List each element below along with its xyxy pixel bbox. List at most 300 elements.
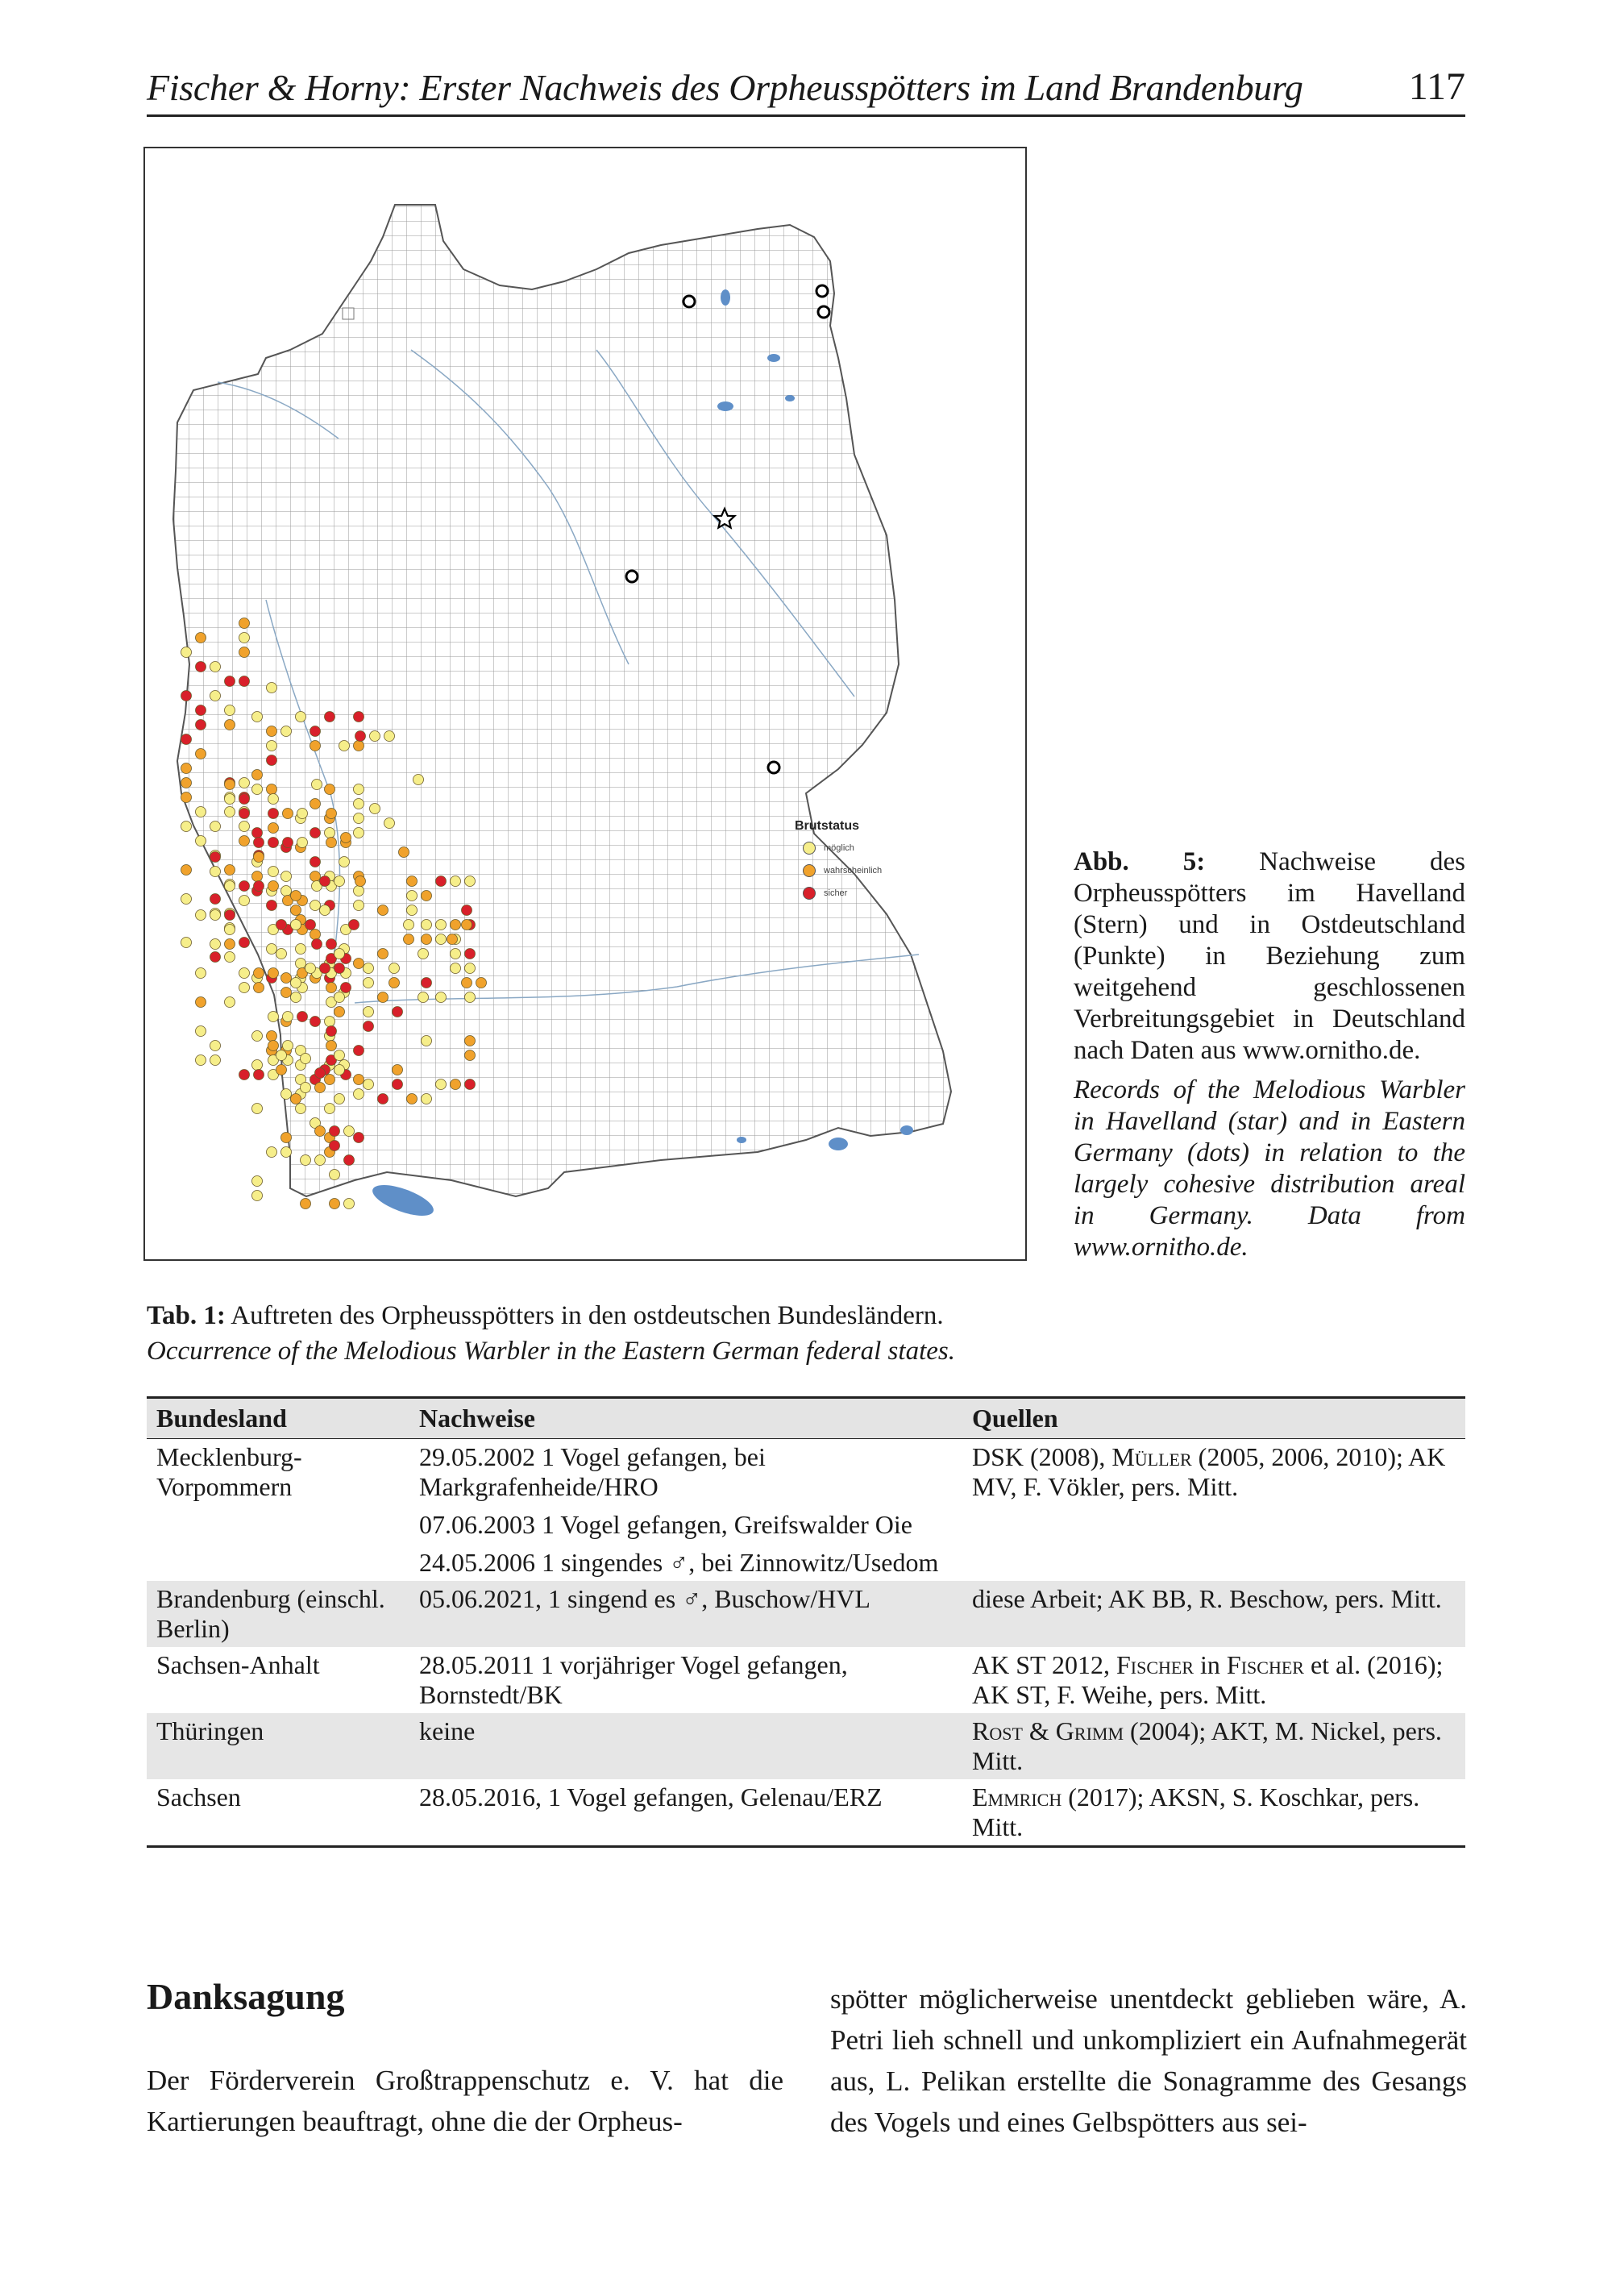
breeding-record-dot: [252, 1176, 263, 1187]
record-entry: 28.05.2016, 1 Vogel gefangen, Gelenau/ERZ: [419, 1782, 883, 1811]
breeding-record-dot: [268, 1012, 279, 1022]
running-title: Fischer & Horny: Erster Nachweis des Orpheusspötters im Land Brandenburg: [147, 67, 1303, 108]
east-record-dot: [768, 762, 779, 773]
breeding-record-dot: [252, 828, 263, 838]
breeding-record-dot: [252, 770, 263, 780]
breeding-record-dot: [210, 910, 221, 921]
breeding-record-dot: [239, 778, 250, 788]
breeding-record-dot: [181, 894, 192, 905]
breeding-record-dot: [393, 1065, 403, 1075]
breeding-record-dot: [462, 978, 472, 988]
breeding-record-dot: [239, 821, 250, 832]
breeding-record-dot: [354, 886, 364, 896]
breeding-record-dot: [393, 1007, 403, 1017]
breeding-record-dot: [225, 997, 235, 1008]
breeding-record-dot: [404, 920, 414, 930]
breeding-record-dot: [210, 952, 221, 963]
breeding-record-dot: [378, 905, 388, 916]
breeding-record-dot: [354, 799, 364, 809]
breeding-record-dot: [254, 968, 264, 979]
breeding-record-dot: [283, 1041, 293, 1051]
breeding-record-dot: [239, 618, 250, 629]
breeding-record-dot: [462, 920, 472, 930]
breeding-record-dot: [239, 968, 250, 979]
breeding-record-dot: [451, 1079, 461, 1090]
breeding-record-dot: [225, 676, 235, 687]
breeding-record-dot: [225, 705, 235, 716]
table-caption-english: Occurrence of the Melodious Warbler in the Eastern German federal states.: [147, 1337, 955, 1366]
source-text: in: [1194, 1650, 1227, 1679]
east-record-dot: [816, 285, 828, 297]
breeding-record-dot: [354, 959, 364, 969]
breeding-record-dot: [378, 992, 388, 1003]
breeding-record-dot: [325, 784, 335, 795]
breeding-record-dot: [210, 691, 221, 701]
breeding-record-dot: [451, 920, 461, 930]
column-header-quellen: Quellen: [962, 1398, 1465, 1439]
breeding-record-dot: [344, 1126, 355, 1137]
breeding-record-dot: [283, 838, 293, 848]
record-entry: 07.06.2003 1 Vogel gefangen, Greifswalder Oie: [419, 1510, 912, 1539]
breeding-record-dot: [407, 876, 418, 887]
breeding-record-dot: [334, 963, 345, 974]
breeding-record-dot: [393, 1079, 403, 1090]
breeding-record-dot: [283, 1012, 293, 1022]
cell-state: Sachsen-Anhalt: [156, 1650, 320, 1679]
breeding-record-dot: [291, 891, 301, 901]
breeding-record-dot: [465, 876, 476, 887]
breeding-record-dot: [210, 1041, 221, 1051]
legend-title: Brutstatus: [795, 819, 860, 833]
breeding-record-dot: [465, 1050, 476, 1061]
breeding-record-dot: [281, 871, 292, 882]
breeding-record-dot: [276, 1050, 287, 1061]
breeding-record-dot: [267, 944, 277, 955]
germany-grid-map: [145, 148, 1025, 1259]
breeding-record-dot: [418, 949, 429, 959]
figure-label: Abb. 5:: [1074, 847, 1206, 876]
breeding-record-dot: [281, 1133, 292, 1143]
breeding-record-dot: [436, 1079, 447, 1090]
breeding-record-dot: [436, 934, 447, 945]
table-row: [147, 1647, 1465, 1713]
breeding-record-dot: [355, 876, 366, 887]
breeding-record-dot: [281, 1089, 292, 1100]
east-record-dot: [626, 571, 638, 582]
breeding-record-dot: [252, 1191, 263, 1201]
breeding-record-dot: [310, 1017, 321, 1027]
breeding-record-dot: [268, 794, 279, 805]
breeding-record-dot: [370, 804, 380, 814]
cell-state: Brandenburg (einschl. Berlin): [147, 1581, 409, 1647]
breeding-record-dot: [301, 1155, 311, 1166]
table-caption-text-de: Auftreten des Orpheusspötters in den ostdeutschen Bundesländern.: [231, 1301, 944, 1330]
breeding-record-dot: [310, 799, 321, 809]
source-author: Rost & Grimm: [972, 1716, 1124, 1745]
breeding-record-dot: [451, 949, 461, 959]
breeding-record-dot: [422, 934, 432, 945]
breeding-record-dot: [267, 726, 277, 737]
breeding-record-dot: [422, 1036, 432, 1046]
breeding-record-dot: [239, 938, 250, 948]
breeding-record-dot: [254, 852, 264, 863]
breeding-record-dot: [334, 1050, 345, 1061]
breeding-record-dot: [447, 934, 458, 945]
legend-swatch-yellow: [803, 842, 816, 855]
breeding-record-dot: [181, 821, 192, 832]
breeding-record-dot: [436, 992, 447, 1003]
breeding-record-dot: [254, 838, 264, 848]
breeding-record-dot: [267, 1031, 277, 1042]
breeding-record-dot: [268, 838, 279, 848]
cell-records: [409, 1713, 962, 1779]
breeding-record-dot: [354, 828, 364, 838]
breeding-record-dot: [297, 1012, 308, 1022]
breeding-record-dot: [320, 905, 330, 916]
breeding-record-dot: [239, 633, 250, 643]
breeding-record-dot: [330, 1170, 340, 1180]
breeding-record-dot: [210, 1055, 221, 1066]
source-text: AK ST 2012,: [972, 1650, 1116, 1679]
breeding-record-dot: [301, 1083, 311, 1093]
breeding-record-dot: [281, 726, 292, 737]
breeding-record-dot: [354, 901, 364, 911]
figure-caption-english: Records of the Melodious Warbler in Havelland (star) and in Eastern Germany (dots) in relation to the largely cohesive distribution areal in Germany. Data from www.ornitho.de.: [1074, 1075, 1465, 1262]
breeding-record-dot: [181, 865, 192, 876]
breeding-record-dot: [330, 1141, 340, 1151]
page-number: 117: [1408, 65, 1465, 108]
breeding-record-dot: [268, 881, 279, 892]
record-entry: keine: [419, 1716, 476, 1745]
breeding-record-dot: [276, 1065, 287, 1075]
cell-state: Thüringen: [147, 1713, 409, 1779]
table-row: [147, 1439, 1465, 1582]
breeding-record-dot: [334, 1007, 345, 1017]
breeding-record-dot: [181, 763, 192, 774]
breeding-record-dot: [196, 662, 206, 672]
breeding-record-dot: [462, 905, 472, 916]
record-entry: 29.05.2002 1 Vogel gefangen, bei Markgrafenheide/HRO: [419, 1442, 766, 1501]
breeding-record-dot: [225, 720, 235, 730]
breeding-record-dot: [196, 997, 206, 1008]
breeding-record-dot: [254, 881, 264, 892]
breeding-record-dot: [281, 1147, 292, 1158]
body-text-right-column: spötter möglicherweise unentdeckt geblieben wäre, A. Petri lieh schnell und unkompliziert ein Aufnahmegerät aus, L. Pelikan erstellte die Sonagramme des Gesangs des Vogels und eines Gelbspötters aus sei-: [830, 1983, 1467, 2138]
breeding-record-dot: [181, 734, 192, 745]
occurrence-table: [147, 1396, 1465, 1848]
breeding-record-dot: [196, 705, 206, 716]
breeding-record-dot: [312, 780, 322, 790]
breeding-record-dot: [334, 1065, 345, 1075]
breeding-record-dot: [225, 952, 235, 963]
breeding-record-dot: [341, 983, 351, 993]
record-entry: 05.06.2021, 1 singend es ♂, Buschow/HVL: [419, 1584, 870, 1613]
distribution-map-figure: [143, 147, 1027, 1261]
breeding-record-dot: [320, 876, 330, 887]
breeding-record-dot: [364, 978, 374, 988]
breeding-record-dot: [225, 939, 235, 950]
breeding-record-dot: [210, 939, 221, 950]
breeding-record-dot: [276, 949, 287, 959]
breeding-record-dot: [310, 871, 321, 882]
legend-swatch-red: [803, 887, 816, 900]
breeding-record-dot: [465, 949, 476, 959]
breeding-record-dot: [252, 784, 263, 795]
breeding-record-dot: [210, 662, 221, 672]
breeding-record-dot: [334, 992, 345, 1003]
breeding-record-dot: [239, 881, 250, 892]
source-author: Müller: [1111, 1442, 1192, 1471]
breeding-record-dot: [355, 731, 366, 742]
breeding-record-dot: [301, 1199, 311, 1209]
breeding-record-dot: [465, 963, 476, 974]
table-caption-german: [147, 1298, 1275, 1333]
breeding-record-dot: [210, 821, 221, 832]
breeding-record-dot: [364, 1007, 374, 1017]
breeding-record-dot: [451, 876, 461, 887]
cell-records: [409, 1439, 962, 1582]
breeding-record-dot: [196, 720, 206, 730]
breeding-record-dot: [320, 963, 330, 974]
breeding-record-dot: [252, 871, 263, 882]
source-text: diese Arbeit; AK BB, R. Beschow, pers. Mitt.: [972, 1584, 1442, 1613]
breeding-record-dot: [252, 1104, 263, 1114]
breeding-record-dot: [364, 1021, 374, 1032]
breeding-record-dot: [301, 1054, 311, 1064]
breeding-record-dot: [407, 905, 418, 916]
breeding-record-dot: [268, 809, 279, 819]
breeding-record-dot: [334, 1094, 345, 1104]
breeding-record-dot: [389, 978, 400, 988]
breeding-record-dot: [291, 1094, 301, 1104]
breeding-record-dot: [315, 1126, 326, 1137]
legend-label: möglich: [824, 843, 854, 853]
breeding-record-dot: [267, 755, 277, 766]
breeding-record-dot: [310, 726, 321, 737]
breeding-record-dot: [310, 857, 321, 867]
breeding-record-dot: [354, 784, 364, 795]
breeding-record-dot: [344, 1155, 355, 1166]
breeding-record-dot: [422, 920, 432, 930]
breeding-record-dot: [326, 983, 337, 993]
cell-sources: [962, 1439, 1465, 1582]
breeding-record-dot: [354, 1046, 364, 1056]
table-header-row: [147, 1398, 1465, 1439]
breeding-record-dot: [196, 807, 206, 817]
breeding-record-dot: [267, 1147, 277, 1158]
breeding-record-dot: [267, 901, 277, 911]
cell-sources: [962, 1713, 1465, 1779]
breeding-record-dot: [354, 1075, 364, 1085]
breeding-record-dot: [334, 876, 345, 887]
breeding-record-dot: [326, 939, 337, 950]
breeding-record-dot: [239, 647, 250, 658]
breeding-record-dot: [305, 920, 316, 930]
breeding-record-dot: [476, 978, 487, 988]
breeding-record-dot: [239, 809, 250, 819]
breeding-record-dot: [296, 712, 306, 722]
breeding-record-dot: [283, 809, 293, 819]
breeding-record-dot: [276, 920, 287, 930]
record-entry: 28.05.2011 1 vorjähriger Vogel gefangen, Bornstedt/BK: [419, 1650, 848, 1709]
breeding-record-dot: [239, 983, 250, 993]
cell-records: [409, 1647, 962, 1713]
breeding-record-dot: [296, 959, 306, 969]
breeding-record-dot: [268, 867, 279, 877]
breeding-record-dot: [312, 939, 322, 950]
breeding-record-dot: [325, 712, 335, 722]
breeding-record-dot: [225, 794, 235, 805]
breeding-record-dot: [196, 836, 206, 846]
legend-item-wahrscheinlich: [795, 859, 882, 882]
breeding-record-dot: [239, 1070, 250, 1080]
table-row: [147, 1713, 1465, 1779]
breeding-record-dot: [407, 891, 418, 901]
legend-label: sicher: [824, 888, 848, 898]
breeding-record-dot: [326, 809, 337, 819]
breeding-record-dot: [296, 1104, 306, 1114]
breeding-record-dot: [339, 857, 350, 867]
breeding-record-dot: [354, 1089, 364, 1100]
table-row: [147, 1581, 1465, 1647]
breeding-record-dot: [281, 988, 292, 998]
section-heading-danksagung: Danksagung: [147, 1976, 345, 2017]
breeding-record-dot: [225, 865, 235, 876]
breeding-record-dot: [196, 749, 206, 759]
breeding-record-dot: [291, 920, 301, 930]
breeding-record-dot: [315, 1068, 326, 1079]
breeding-record-dot: [364, 963, 374, 974]
table-caption: [147, 1298, 1275, 1369]
figure-caption-german: [1074, 846, 1465, 1067]
breeding-record-dot: [252, 1031, 263, 1042]
breeding-record-dot: [181, 647, 192, 658]
breeding-record-dot: [330, 1199, 340, 1209]
breeding-record-dot: [370, 731, 380, 742]
source-text: DSK (2008),: [972, 1442, 1112, 1471]
legend-swatch-orange: [803, 864, 816, 877]
breeding-record-dot: [349, 920, 359, 930]
body-text-left-column: Der Förderverein Großtrappenschutz e. V. hat die Kartierungen beauftragt, ohne die der Orpheus-: [147, 2065, 783, 2137]
breeding-record-dot: [239, 836, 250, 846]
breeding-record-dot: [451, 963, 461, 974]
breeding-record-dot: [436, 920, 447, 930]
figure-caption-text-de: Nachweise des Orpheusspötters im Havelland (Stern) und in Ostdeutschland (Punkte) in Beziehung zum weitgehend geschlossenen Verbreitungsgebiet in Deutschland nach Daten aus www.ornitho.de.: [1074, 847, 1465, 1065]
breeding-record-dot: [268, 1041, 279, 1051]
breeding-record-dot: [268, 968, 279, 979]
breeding-record-dot: [330, 1126, 340, 1137]
breeding-record-dot: [422, 891, 432, 901]
breeding-record-dot: [239, 896, 250, 906]
breeding-record-dot: [315, 1155, 326, 1166]
breeding-record-dot: [210, 867, 221, 877]
breeding-record-dot: [181, 792, 192, 803]
breeding-record-dot: [399, 847, 409, 858]
source-author: Emmrich: [972, 1782, 1062, 1811]
source-author: Fischer: [1116, 1650, 1194, 1679]
breeding-record-dot: [334, 949, 345, 959]
breeding-record-dot: [305, 963, 316, 974]
breeding-record-dot: [339, 741, 350, 751]
east-record-dot: [818, 306, 829, 318]
breeding-record-dot: [389, 963, 400, 974]
source-text: (2005, 2006, 2010); AK MV, F. Vökler, pers. Mitt.: [972, 1442, 1446, 1501]
breeding-record-dot: [239, 676, 250, 687]
breeding-record-dot: [325, 1017, 335, 1027]
breeding-record-dot: [225, 780, 235, 790]
breeding-record-dot: [296, 944, 306, 955]
breeding-record-dot: [254, 983, 264, 993]
breeding-record-dot: [344, 1199, 355, 1209]
source-text: (2004); AKT, M. Nickel, pers. Mitt.: [972, 1716, 1442, 1775]
map-legend: [795, 819, 882, 905]
breeding-record-dot: [436, 876, 447, 887]
breeding-record-dot: [267, 741, 277, 751]
breeding-record-dot: [465, 1079, 476, 1090]
breeding-record-dot: [354, 712, 364, 722]
record-entry: 24.05.2006 1 singendes ♂, bei Zinnowitz/Usedom: [419, 1548, 939, 1577]
breeding-record-dot: [341, 833, 351, 843]
breeding-record-dot: [413, 775, 424, 785]
column-header-bundesland: Bundesland: [147, 1398, 409, 1439]
breeding-record-dot: [310, 901, 321, 911]
cell-state: Mecklenburg-Vorpommern: [156, 1442, 302, 1501]
breeding-record-dot: [291, 905, 301, 916]
cell-records: [409, 1779, 962, 1847]
east-record-dot: [683, 296, 695, 307]
source-text: (2017); AKSN, S. Koschkar, pers. Mitt.: [972, 1782, 1420, 1841]
breeding-record-dot: [181, 691, 192, 701]
source-text: et al. (2016); AK ST, F. Weihe, pers. Mitt.: [972, 1650, 1444, 1709]
map-base: [145, 148, 1025, 1259]
breeding-record-dot: [181, 938, 192, 948]
breeding-record-dot: [281, 886, 292, 896]
cell-sources: [962, 1581, 1465, 1647]
breeding-record-dot: [310, 828, 321, 838]
breeding-record-dot: [310, 930, 321, 940]
breeding-record-dot: [422, 1094, 432, 1104]
breeding-record-dot: [297, 809, 308, 819]
table-row: [147, 1779, 1465, 1847]
breeding-record-dot: [378, 949, 388, 959]
breeding-record-dot: [210, 852, 221, 863]
breeding-record-dot: [196, 968, 206, 979]
breeding-record-dot: [326, 1041, 337, 1051]
breeding-record-dot: [239, 794, 250, 805]
breeding-record-dot: [267, 683, 277, 693]
figure-caption: [1074, 846, 1465, 1263]
breeding-record-dot: [252, 712, 263, 722]
breeding-record-dot: [326, 838, 337, 848]
breeding-record-dot: [364, 1079, 374, 1090]
breeding-record-dot: [325, 1104, 335, 1114]
running-head: [147, 63, 1465, 117]
breeding-record-dot: [225, 925, 235, 935]
column-header-nachweise: Nachweise: [409, 1398, 962, 1439]
legend-label: wahrscheinlich: [824, 866, 883, 876]
breeding-record-dot: [325, 1075, 335, 1085]
breeding-record-dot: [465, 992, 476, 1003]
breeding-record-dot: [196, 910, 206, 921]
breeding-record-dot: [196, 633, 206, 643]
breeding-record-dot: [252, 1060, 263, 1071]
breeding-record-dot: [297, 838, 308, 848]
breeding-record-dot: [354, 813, 364, 824]
breeding-record-dot: [310, 741, 321, 751]
breeding-record-dot: [196, 1055, 206, 1066]
breeding-record-dot: [384, 818, 395, 829]
legend-item-sicher: [795, 882, 882, 905]
